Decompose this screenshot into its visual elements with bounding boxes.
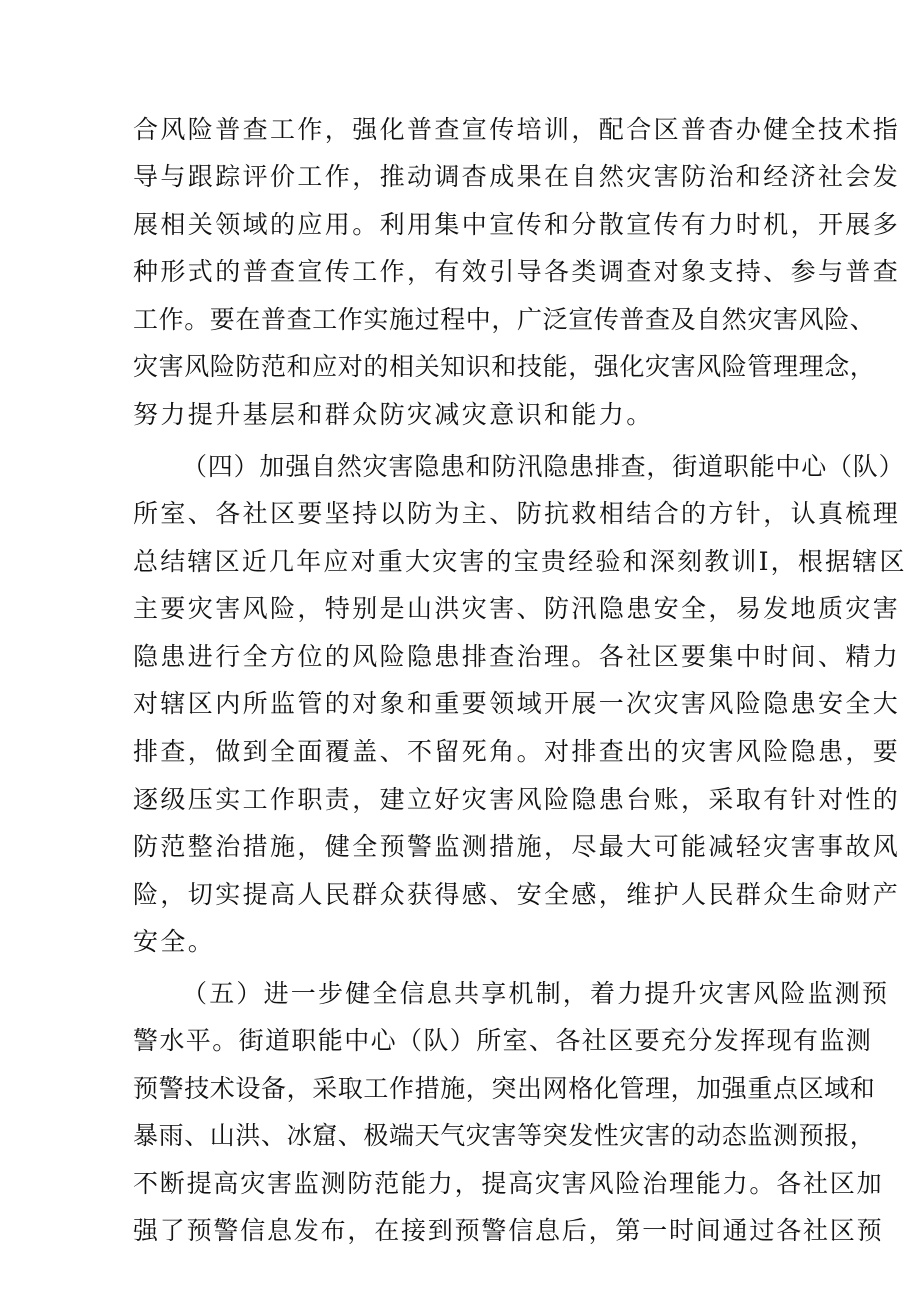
text-line: 逐级压实工作职责，建立好灾害风险隐患台账，采取有针对性的	[133, 785, 901, 814]
text-line: 工作。要在普查工作实施过程中，广泛宣传普查及自然灾害风险、	[133, 305, 876, 334]
text-line: 主要灾害风险，特别是山洪灾害、防汛隐患安全，易发地质灾害	[133, 594, 901, 623]
text-line: 努力提升基层和群众防灾减灾意识和能力。	[133, 400, 654, 429]
text-line: 警水平。街道职能中心（队）所室、各社区要充分发挥现有监测	[133, 1026, 873, 1055]
text-line: 所室、各社区要坚持以防为主、防抗救相结合的方针，认真梳理	[133, 499, 901, 528]
text-line: 预警技术设备，采取工作措施，突出网格化管理，加强重点区域和	[133, 1074, 876, 1103]
text-line: 暴雨、山洪、冰窟、极端天气灾害等突发性灾害的动态监测预报，	[133, 1121, 876, 1150]
paragraph-heading-4: （四）加强自然灾害隐患和防汛隐患排查，街道职能中心（队）	[182, 452, 905, 481]
text-line: 展相关领域的应用。利用集中宣传和分散宣传有力时机，开展多	[133, 210, 901, 239]
text-line: 导与跟踪评价工作，推动调杳成果在自然灾害防治和经济社会发	[133, 162, 901, 191]
text-line: 种形式的普查宣传工作，有效引导各类调查对象支持、参与普查	[133, 257, 901, 286]
text-line: 险，切实提高人民群众获得感、安全感，维护人民群众生命财产	[133, 880, 901, 909]
text-line: 防范整治措施，健全预警监测措施，尽最大可能减轻灾害事故风	[133, 832, 901, 861]
text-line: 安全。	[133, 927, 216, 956]
text-line: 灾害风险防范和应对的相关知识和技能，强化灾害风险管理理念，	[133, 352, 876, 381]
paragraph-heading-5: （五）进一步健全信息共享机制，着力提升灾害风险监测预	[182, 979, 890, 1008]
text-line: 强了预警信息发布，在接到预警信息后，第一时间通过各社区预	[133, 1216, 884, 1245]
text-line: 排查，做到全面覆盖、不留死角。对排查出的灾害风险隐患，要	[133, 737, 901, 766]
text-line: 合风险普查工作，强化普查宣传培训，配合区普杳办健全技术指	[133, 115, 901, 144]
text-line: 总结辖区近几年应对重大灾害的宝贵经验和深刻教训I，根据辖区	[133, 547, 907, 576]
text-line: 不断提高灾害监测防范能力，提高灾害风险治理能力。各社区加	[133, 1169, 884, 1198]
text-line: 对辖区内所监管的对象和重要领域开展一次灾害风险隐患安全大	[133, 689, 901, 718]
text-line: 隐患进行全方位的风险隐患排查治理。各社区要集中时间、精力	[133, 642, 901, 671]
